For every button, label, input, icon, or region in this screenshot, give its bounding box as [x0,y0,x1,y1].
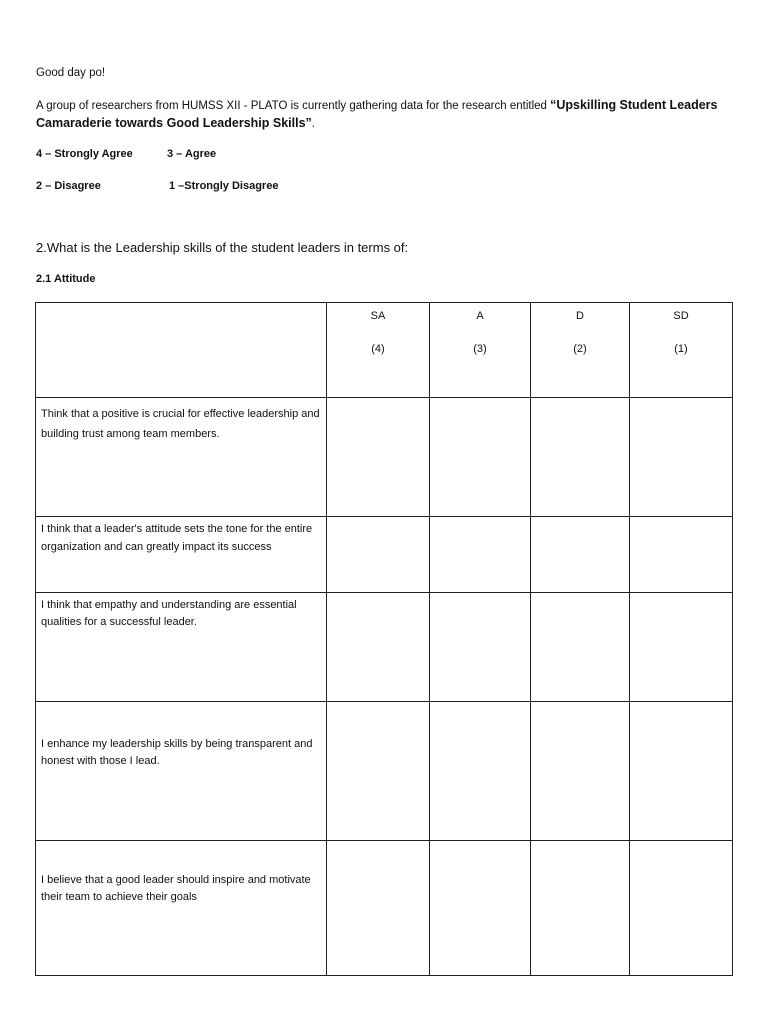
header-sa [327,303,430,398]
header-statement-cell [36,303,327,398]
scale-disagree: 2 – Disagree [36,180,101,192]
statement-cell: I believe that a good leader should inspire and motivate their team to achieve their goals [36,841,327,976]
table-row [36,593,733,702]
question-heading: 2.What is the Leadership skills of the student leaders in terms of: [36,240,409,255]
intro-paragraph [36,97,736,133]
header-value: (1) [674,343,688,355]
rating-cell-sd[interactable] [630,517,733,593]
rating-cell-d[interactable] [531,593,630,702]
statement-cell: Think that a positive is crucial for effective leadership and building trust among team members. [36,398,327,517]
rating-cell-sd[interactable] [630,702,733,841]
header-value: (2) [573,343,587,355]
statement-cell: I think that empathy and understanding are essential qualities for a successful leader. [36,593,327,702]
rating-cell-a[interactable] [430,398,531,517]
header-label: D [576,310,584,322]
rating-cell-d[interactable] [531,841,630,976]
rating-cell-d[interactable] [531,398,630,517]
rating-cell-sa[interactable] [327,593,430,702]
table-row [36,517,733,593]
rating-cell-sa[interactable] [327,841,430,976]
research-title: “Upskilling Student Leaders Camaraderie towards Good Leadership Skills” [36,98,718,130]
rating-cell-d[interactable] [531,517,630,593]
rating-cell-sa[interactable] [327,517,430,593]
greeting: Good day po! [36,67,106,79]
subsection-heading: 2.1 Attitude [36,273,96,285]
scale-agree: 3 – Agree [167,148,217,160]
rating-cell-sd[interactable] [630,841,733,976]
intro-text: A group of researchers from HUMSS XII - PLATO is currently gathering data for the research entitled [36,100,551,112]
rating-cell-sd[interactable] [630,398,733,517]
header-label: SD [673,310,689,322]
statement-cell: I enhance my leadership skills by being transparent and honest with those I lead. [36,702,327,841]
header-value: (3) [473,343,487,355]
survey-table [35,302,733,976]
table-row [36,841,733,976]
table-row [36,398,733,517]
rating-cell-sa[interactable] [327,398,430,517]
statement-cell: I think that a leader's attitude sets the tone for the entire organization and can greatly impact its success [36,517,327,593]
header-sd [630,303,733,398]
header-d [531,303,630,398]
header-label: SA [370,310,386,322]
rating-cell-a[interactable] [430,841,531,976]
scale-strongly-agree: 4 – Strongly Agree [36,148,133,160]
rating-cell-a[interactable] [430,517,531,593]
rating-cell-a[interactable] [430,593,531,702]
rating-cell-a[interactable] [430,702,531,841]
header-value: (4) [371,343,385,355]
rating-cell-sd[interactable] [630,593,733,702]
table-header-row [36,303,733,398]
rating-cell-sa[interactable] [327,702,430,841]
header-label: A [476,310,484,322]
rating-cell-d[interactable] [531,702,630,841]
intro-end: . [311,118,315,130]
header-a [430,303,531,398]
table-row [36,702,733,841]
scale-strongly-disagree: 1 –Strongly Disagree [169,180,279,192]
